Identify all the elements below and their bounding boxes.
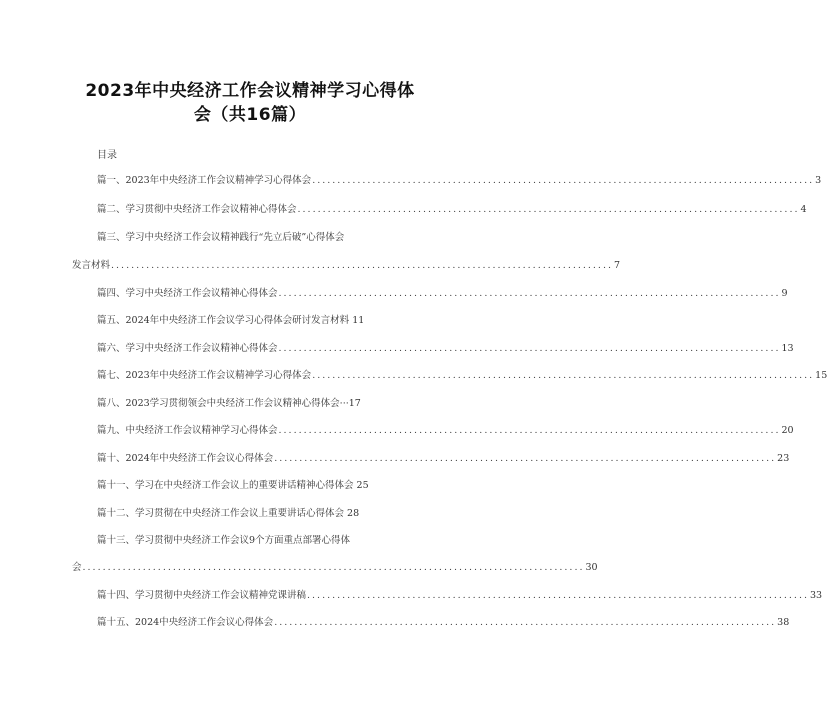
toc-entry-text: 篇八、2023学习贯彻领会中央经济工作会议精神心得体会···17: [97, 398, 361, 409]
toc-entry-8[interactable]: [97, 395, 403, 409]
toc-entry-9[interactable]: [97, 422, 794, 436]
toc-leader-dots: ....................................................................................................: [307, 590, 809, 601]
toc-entry-4[interactable]: [97, 285, 788, 299]
toc-entry-text: 篇二、学习贯彻中央经济工作会议精神心得体会: [97, 204, 297, 215]
toc-entry-page: 9: [781, 288, 788, 299]
toc-entry-text: 篇十二、学习贯彻在中央经济工作会议上重要讲话心得体会 28: [97, 508, 360, 519]
toc-leader-dots: ....................................................................................................: [297, 204, 800, 215]
toc-entry-10[interactable]: [97, 450, 790, 464]
toc-leader-dots: ....................................................................................................: [82, 562, 585, 573]
toc-entry-14[interactable]: [97, 587, 823, 601]
toc-entry-1[interactable]: [97, 172, 822, 186]
toc-entry-2[interactable]: [97, 201, 807, 215]
document-title-line-1: 2023年中央经济工作会议精神学习心得体: [85, 81, 415, 101]
toc-entry-3-continued[interactable]: [72, 257, 621, 271]
toc-entry-text: 篇四、学习中央经济工作会议精神心得体会: [97, 288, 278, 299]
toc-entry-continuation: 会: [72, 562, 82, 573]
toc-entry-7[interactable]: [97, 367, 827, 381]
toc-leader-dots: ....................................................................................................: [278, 343, 781, 354]
toc-leader-dots: ....................................................................................................: [312, 370, 815, 381]
toc-leader-dots: ....................................................................................................: [274, 617, 777, 628]
toc-entry-text: 篇十一、学习在中央经济工作会议上的重要讲话精神心得体会 25: [97, 480, 369, 491]
toc-entry-11[interactable]: [97, 477, 403, 491]
toc-entry-text: 篇十四、学习贯彻中央经济工作会议精神党课讲稿: [97, 590, 307, 601]
toc-entry-15[interactable]: [97, 614, 790, 628]
toc-entry-3[interactable]: [97, 229, 403, 243]
toc-entry-text: 篇一、2023年中央经济工作会议精神学习心得体会: [97, 175, 312, 186]
toc-entry-text: 篇十、2024年中央经济工作会议心得体会: [97, 453, 274, 464]
toc-leader-dots: ....................................................................................................: [111, 260, 613, 271]
toc-entry-page: 30: [585, 562, 598, 573]
toc-entry-page: 13: [781, 343, 794, 354]
toc-entry-13[interactable]: [97, 532, 403, 546]
toc-entry-page: 20: [781, 425, 794, 436]
toc-leader-dots: ....................................................................................................: [274, 453, 777, 464]
toc-entry-text: 篇六、学习中央经济工作会议精神心得体会: [97, 343, 278, 354]
document-title-line-2: 会（共16篇）: [193, 105, 307, 125]
toc-entry-6[interactable]: [97, 340, 794, 354]
toc-heading: 目录: [97, 150, 117, 161]
toc-entry-5[interactable]: [97, 312, 403, 326]
toc-entry-page: 38: [777, 617, 790, 628]
toc-entry-page: 15: [815, 370, 827, 381]
toc-entry-text: 篇五、2024年中央经济工作会议学习心得体会研讨发言材料 11: [97, 315, 365, 326]
toc-entry-continuation: 发言材料: [72, 260, 111, 271]
toc-entry-page: 23: [777, 453, 790, 464]
toc-entry-text: 篇七、2023年中央经济工作会议精神学习心得体会: [97, 370, 312, 381]
toc-leader-dots: ....................................................................................................: [278, 425, 781, 436]
toc-entry-page: 3: [815, 175, 822, 186]
toc-entry-text: 篇十五、2024中央经济工作会议心得体会: [97, 617, 274, 628]
toc-entry-text: 篇九、中央经济工作会议精神学习心得体会: [97, 425, 278, 436]
toc-leader-dots: ....................................................................................................: [278, 288, 781, 299]
toc-leader-dots: ....................................................................................................: [312, 175, 815, 186]
toc-entry-page: 4: [800, 204, 807, 215]
toc-entry-12[interactable]: [97, 505, 403, 519]
toc-entry-text: 篇三、学习中央经济工作会议精神践行“先立后破”心得体会: [97, 232, 345, 243]
toc-entry-13-continued[interactable]: [72, 559, 598, 573]
toc-entry-page: 33: [810, 590, 823, 601]
toc-entry-page: 7: [614, 260, 621, 271]
toc-entry-text: 篇十三、学习贯彻中央经济工作会议9个方面重点部署心得体: [97, 535, 351, 546]
